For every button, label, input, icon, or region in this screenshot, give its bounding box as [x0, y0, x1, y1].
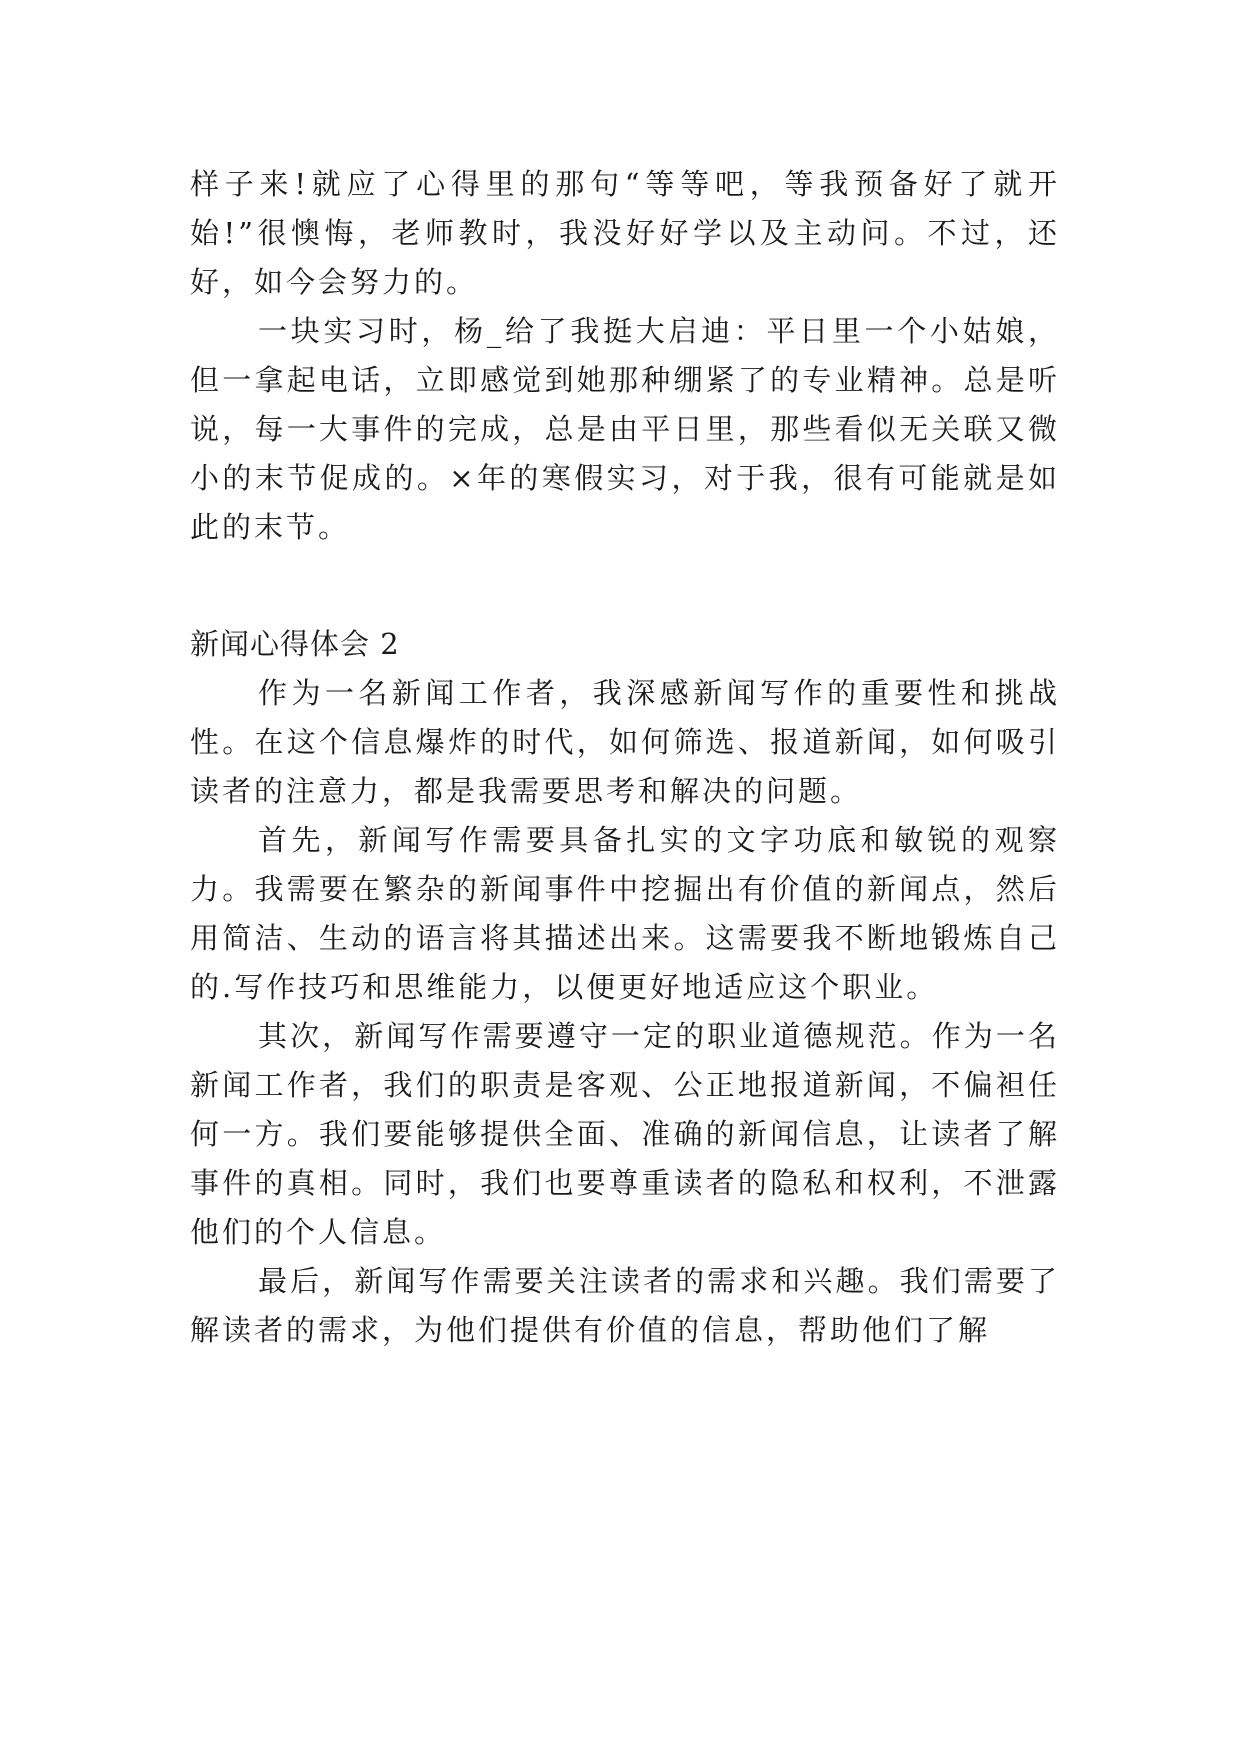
paragraph-internship: 一块实习时，杨_给了我挺大启迪：平日里一个小姑娘，但一拿起电话，立即感觉到她那种绷紧了的专业精神。总是听说，每一大事件的完成，总是由平日里，那些看似无关联又微小的末节促成的。×年的寒假实习，对于我，很有可能就是如此的末节。 — [190, 314, 1060, 544]
document-body — [190, 160, 1060, 1355]
section-heading: 新闻心得体会 2 — [190, 627, 400, 661]
paragraph-intro: 作为一名新闻工作者，我深感新闻写作的重要性和挑战性。在这个信息爆炸的时代，如何筛选、报道新闻，如何吸引读者的注意力，都是我需要思考和解决的问题。 — [190, 676, 1060, 808]
paragraph-last: 最后，新闻写作需要关注读者的需求和兴趣。我们需要了解读者的需求，为他们提供有价值的信息，帮助他们了解 — [190, 1264, 1060, 1347]
paragraph-second: 其次，新闻写作需要遵守一定的职业道德规范。作为一名新闻工作者，我们的职责是客观、公正地报道新闻，不偏袒任何一方。我们要能够提供全面、准确的新闻信息，让读者了解事件的真相。同时，我们也要尊重读者的隐私和权利，不泄露他们的个人信息。 — [190, 1019, 1060, 1249]
paragraph-first: 首先，新闻写作需要具备扎实的文字功底和敏锐的观察力。我需要在繁杂的新闻事件中挖掘出有价值的新闻点，然后用简洁、生动的语言将其描述出来。这需要我不断地锻炼自己的.写作技巧和思维能力，以便更好地适应这个职业。 — [190, 823, 1060, 1004]
paragraph-continued: 样子来!就应了心得里的那句“等等吧，等我预备好了就开始!”很懊悔，老师教时，我没好好学以及主动问。不过，还好，如今会努力的。 — [190, 167, 1060, 299]
